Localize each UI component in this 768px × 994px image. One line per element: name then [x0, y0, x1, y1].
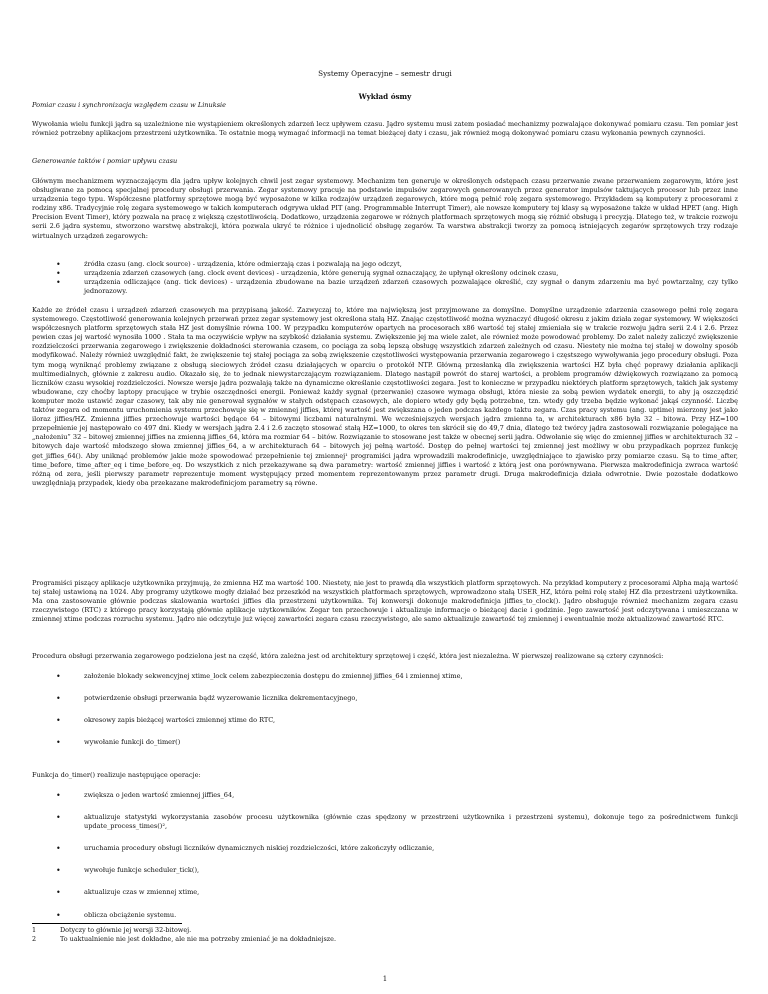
list-item: • okresowy zapis bieżącej wartości zmiennej xtime do RTC, — [56, 716, 276, 726]
bullet-icon: • — [56, 694, 61, 704]
bullet-icon: • — [56, 844, 61, 854]
bullet-icon: • — [56, 738, 61, 748]
bullet-icon: • — [56, 791, 61, 800]
bullet-icon: • — [56, 866, 61, 876]
bullet-icon: • — [56, 672, 61, 681]
list-item: • urządzenia zdarzeń czasowych (ang. clock event devices) - urządzenia, które generują sygnał oznaczający, że upłynął określony odcinek czasu, — [56, 269, 559, 279]
clock-devices-list — [56, 260, 738, 296]
list-item: • źródła czasu (ang. clock source) - urządzenia, które odmierzają czas i pozwalają na jego odczyt, — [56, 260, 402, 269]
list-item: • wywołanie funkcji do_timer() — [56, 738, 181, 748]
paragraph-intro: Wywołania wielu funkcji jądra są uzależnione nie wystąpieniem określonych zdarzeń lecz upływem czasu. Jądro systemu musi zatem posiadać mechanizmy pozwalające dokonywać pomiaru czasu. Ten pomiar jest również potrzebny aplikacjom przestrzeni użytkownika. Te ostatnie mogą wymagać informacji na temat bieżącej daty i czasu, jak również mogą dokonywać pomiaru czasu wykonania pewnych czynności. — [32, 120, 738, 138]
section-title-time-measurement: Pomiar czasu i synchronizacja względem czasu w Linuksie — [32, 101, 227, 109]
footnote-2 — [32, 935, 336, 943]
section-title-ticks: Generowanie taktów i pomiar upływu czasu — [32, 157, 178, 165]
footnote-separator — [32, 923, 182, 924]
document-page — [32, 0, 738, 994]
do-timer-operations-list — [56, 791, 738, 920]
list-item: • aktualizuje statystyki wykorzystania zasobów procesu użytkownika (głównie czas spędzony w przestrzeni użytkownika i przestrzeni systemu), dokonuje tego za pośrednictwem funkcji update_process_times()², — [56, 813, 738, 831]
footnote-number: 2 — [32, 935, 37, 943]
list-item: • uruchamia procedury obsługi liczników dynamicznych niskiej rozdzielczości, które zakończyły odliczanie, — [56, 844, 435, 854]
list-item: • oblicza obciążenie systemu. — [56, 910, 177, 920]
paragraph-do-timer: Funkcja do_timer() realizuje następujące operacje: — [32, 771, 201, 779]
bullet-icon: • — [56, 269, 61, 279]
list-item: • aktualizuje czas w zmiennej xtime, — [56, 888, 200, 898]
running-header: Systemy Operacyjne – semestr drugi — [318, 69, 452, 78]
footnote-number: 1 — [32, 926, 37, 934]
page-number: 1 — [382, 975, 388, 983]
footnote-1 — [32, 926, 191, 934]
bullet-icon: • — [56, 278, 61, 288]
list-item: • urządzenia odliczające (ang. tick devices) - urządzenia zbudowane na bazie urządzeń zdarzeń czasowych pozwalające określić, czy sygnał o danym zdarzeniu ma być powtarzalny, czy tylko jednorazowy. — [56, 278, 738, 296]
paragraph-interrupt-handler: Procedura obsługi przerwania zegarowego podzielona jest na część, która zależna jest od architektury sprzętowej i część, która jest niezależna. W pierwszej realizowane są cztery czynności: — [32, 652, 664, 660]
paragraph-user-hz: Programiści piszący aplikacje użytkownika przyjmują, że zmienna HZ ma wartość 100. Niestety, nie jest to prawdą dla wszystkich platform sprzętowych. Na przykład komputery z procesorami Alpha mają wartość tej stałej ustawioną na 1024. Aby programy użytkowe mogły działać bez przeszkód na wszystkich platformach sprzętowych, wprowadzono stałą USER_HZ, która pełni rolę stałej HZ dla przestrzeni użytkownika. Ma ona zastosowanie głównie podczas skalowania wartości jiffies dla przestrzeni użytkownika. Tej konwersji dokonuje makrodefinicja jiffies_to_clock(). Jądro obsługuje również mechanizm zegara czasu rzeczywistego (RTC) z którego pracy korzystają głównie aplikacje użytkowników. Zegar ten przechowuje i aktualizuje informacje o bieżącej dacie i godzinie. Jego zawartość jest odczytywana i umieszczana w zmiennej xtime podczas rozruchu systemu. Jądro nie odczytuje już więcej zawartości zegara czasu rzeczywistego, ale samo aktualizuje zawartość tej zmiennej i ewentualnie może aktualizować zawartość RTC. — [32, 579, 738, 624]
list-item: • potwierdzenie obsługi przerwania bądź wyzerowanie licznika dekrementacyjnego, — [56, 694, 358, 704]
bullet-icon: • — [56, 260, 61, 269]
list-item: • założenie blokady sekwencyjnej xtime_lock celem zabezpieczenia dostępu do zmiennej jiffies_64 i zmiennej xtime, — [56, 672, 463, 681]
bullet-icon: • — [56, 910, 61, 920]
interrupt-steps-list — [56, 672, 738, 747]
paragraph-hz-jiffies: Każde ze źródeł czasu i urządzeń zdarzeń czasowych ma przypisaną jakość. Zazwyczaj to, które ma największą jest przyjmowane za domyślne. Domyślne urządzenie zdarzenia czasowego pełni rolę zegara systemowego. Częstotliwość generowania kolejnych przerwań przez zegar systemowy jest określona stałą HZ. Znając częstotliwość można wyznaczyć długość okresu z jakim działa zegar systemowy. W większości współczesnych platform sprzętowych stała HZ jest domyślnie równa 100. W przypadku komputerów opartych na procesorach x86 wartość tej stałej zmieniała się w trakcie rozwoju jądra serii 2.4 i 2.6. Przez pewien czas jej wartość wynosiła 1000 . Stała ta ma oczywiście wpływ na szybkość działania systemu. Zwiększenie jej ma wiele zalet, ale również może powodować problemy. Do zalet należy zaliczyć zwiększenie rozdzielczości przerwania zegarowego i zwiększenie dokładności sterowania czasem, co pociąga za sobą lepszą obsługę wszystkich zdarzeń zależnych od czasu. Niestety nie można tej stałej w dowolny sposób modyfikować. Należy również uwzględnić fakt, że zwiększenie tej stałej pociąga za sobą zwiększenie częstotliwości występowania przerwania zegarowego i częstszego wywoływania jego procedury obsługi. Poza tym mogą wyniknąć problemy związane z obsługą sieciowych źródeł czasu działających w oparciu o protokół NTP. Główną przesłanką dla zwiększenia wartości HZ była chęć poprawy działania aplikacji multimedialnych, głównie z zakresu audio. Okazało się, że to jednak niewystarczającym rozwiązaniem. Dlatego nastąpił powrót do starej wartości, a problem programów dźwiękowych rozwiązano za pomocą liczników czasu wysokiej rozdzielczości. Nowsze wersje jądra pozwalają także na dynamiczne określanie częstotliwości zegara. Jest to konieczne w przypadku niektórych platform sprzętowych, takich jak systemy wbudowane, czy choćby laptopy pracujące w trybie oszczędności energii. Ponieważ każdy sygnał (przerwanie) czasowe wymaga obsługi, która niesie za sobą pewien wydatek energii, to aby ją oszczędzić komputer może ustawić zegar czasowy, tak aby nie generował sygnałów w stałych odstępach czasowych, ale dopiero wtedy gdy będą potrzebne, tzn. wtedy gdy trzeba będzie wykonać jakąś czynność. Liczbę taktów zegara od momentu uruchomienia systemu przechowuje się w zmiennej jiffies, której wartość jest zwiększana o jeden podczas każdego taktu zegara. Czas pracy systemu (ang. uptime) mierzony jest jako iloraz jiffies/HZ. Zmienna jiffies przechowuje wartości będące 64 – bitowymi liczbami naturalnymi. We wcześniejszych wersjach jądra zmienna ta, w architekturach x86 była 32 – bitowa. Przy HZ=100 przepełnienie jej następowało co 497 dni. Kiedy w wersjach jądra 2.4 i 2.6 zaczęto stosować stałą HZ=1000, to okres ten skrócił się do 49,7 dnia, dlatego też twórcy jądra zastosowali rozwiązanie polegające na „nałożeniu” 32 – bitowej zmiennej jiffies na zmienną jiffies_64, która ma rozmiar 64 – bitów. Rozwiązanie to stosowane jest także w obecnej serii jądra. Odwołanie się więc do zmiennej jiffies w architekturach 32 – bitowych daje wartość młodszego słowa zmiennej jiffies_64, a w architekturach 64 – bitowych jej pełną wartość. Dostęp do pełnej wartości tej zmiennej jest możliwy w obu przypadkach poprzez funkcję get_jiffies_64(). Aby uniknąć problemów jakie może spowodować przepełnienie tej zmiennej¹ programiści jądra wprowadzili makrodefinicje, uwzględniające to zjawisko przy pomiarze czasu. Są to time_after, time_before, time_after_eq i time_before_eq. Do wszystkich z nich przekazywane są dwa parametry: wartość zmiennej jiffies i wartość z którą jest ona porównywana. Pierwsza makrodefinicja zwraca wartość różną od zera, jeśli pierwszy parametr reprezentuje moment występujący przed momentem reprezentowanym przez parametr drugi. Druga makrodefinicja działa odwrotnie. Dwie pozostałe dodatkowo uwzględniają przypadek, kiedy oba przekazane makrodefinicjom parametry są równe. — [32, 306, 738, 487]
list-item: • wywołuje funkcje scheduler_tick(), — [56, 866, 200, 876]
bullet-icon: • — [56, 813, 61, 823]
lecture-title: Wykład ósmy — [358, 92, 412, 101]
bullet-icon: • — [56, 716, 61, 726]
paragraph-system-clock: Głównym mechanizmem wyznaczającym dla jądra upływ kolejnych chwil jest zegar systemowy. Mechanizm ten generuje w określonych odstępach czasu przerwanie zwane przerwaniem zegarowym, które jest obsługiwane za pomocą specjalnej procedury obsługi przerwania. Zegar systemowy pracuje na podstawie impulsów zegarowych generowanych przez generator impulsów taktujących procesor lub przez inne urządzenia tego typu. Współczesne platformy sprzętowe mogą być wyposażone w kilka rodzajów urządzeń zegarowych, które mogą pełnić rolę zegara systemowego. Przykładem są komputery z procesorami z rodziny x86. Tradycyjnie rolę zegara systemowego w takich komputerach odgrywa układ PIT (ang. Programmable Interrupt Timer), ale nowsze komputery tej klasy są wyposażone także w układ HPET (ang. High Precision Event Timer), który pozwala na pracę z większą częstotliwością. Dodatkowo, urządzenia zegarowe w różnych platformach sprzętowych mogą się różnić obsługą i precyzją. Dlatego też, w trakcie rozwoju serii 2.6 jądra systemu, stworzono warstwę abstrakcji, która pozwala ukryć te różnice i ujednolicić obsługę zegarów. Ta warstwa abstrakcji tworzy za pomocą istniejących zegarów sprzętowych trzy rodzaje wirtualnych urządzeń zegarowych: — [32, 177, 738, 240]
bullet-icon: • — [56, 888, 61, 898]
footnote-text: To uaktualnienie nie jest dokładne, ale nie ma potrzeby zmieniać je na dokładniejsze. — [60, 935, 336, 943]
footnote-text: Dotyczy to głównie jej wersji 32-bitowej. — [60, 926, 192, 934]
list-item: • zwiększa o jeden wartość zmiennej jiffies_64, — [56, 791, 235, 800]
